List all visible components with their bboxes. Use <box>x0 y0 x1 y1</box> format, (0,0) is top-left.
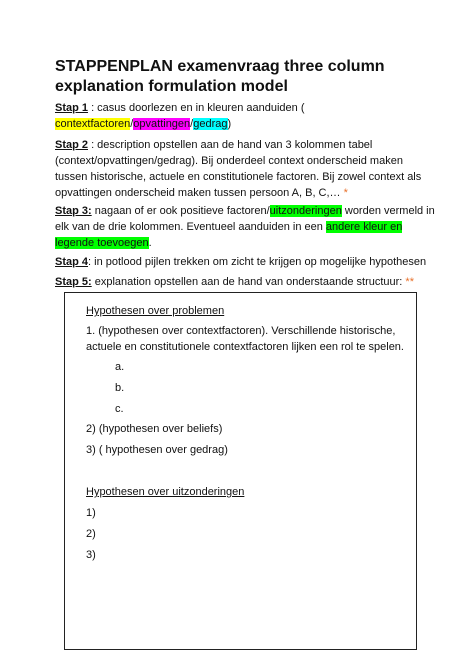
star-marker: * <box>343 187 348 199</box>
sub-item-a: a. <box>115 361 125 373</box>
step-5-text: explanation opstellen aan de hand van onderstaande structuur: <box>91 276 406 288</box>
hypothesis-gedrag: 3) ( hypothesen over gedrag) <box>86 444 228 456</box>
highlight-uitzonderingen: uitzonderingen <box>269 205 342 217</box>
step-1 <box>55 100 435 132</box>
heading-uitzonderingen: Hypothesen over uitzonderingen <box>86 486 245 498</box>
step-2 <box>55 137 435 201</box>
document-title: STAPPENPLAN examenvraag three column explanation formulation model <box>55 58 385 95</box>
exception-3: 3) <box>86 549 96 561</box>
highlight-contextfactoren: contextfactoren <box>55 118 131 130</box>
star-marker: ** <box>405 276 414 288</box>
exception-2: 2) <box>86 528 96 540</box>
step-4-label: Stap 4 <box>55 256 89 268</box>
highlight-gedrag: gedrag <box>193 118 228 130</box>
hypothesis-context: 1. (hypothesen over contextfactoren). Verschillende historische, actuele en constitutionele contextfactoren lijken een rol te spelen. <box>86 325 404 353</box>
step-1-close: ) <box>227 118 232 130</box>
step-1-text: : casus doorlezen en in kleuren aanduiden ( <box>88 102 305 114</box>
step-3-end: . <box>148 237 152 249</box>
step-4 <box>55 254 435 270</box>
step-3-text-mid: worden vermeld in elk van de drie kolommen. Eventueel aanduiden in een <box>55 205 435 233</box>
step-1-label: Stap 1 <box>55 102 89 114</box>
structure-box <box>64 292 417 650</box>
step-3-text: nagaan of er ook positieve factoren/ <box>91 205 270 217</box>
sub-item-c: c. <box>115 403 124 415</box>
exception-1: 1) <box>86 507 96 519</box>
highlight-legende: andere kleur en legende toevoegen <box>55 221 403 249</box>
separator: / <box>190 118 194 130</box>
sub-item-b: b. <box>115 382 125 394</box>
separator: / <box>130 118 134 130</box>
heading-problemen: Hypothesen over problemen <box>86 305 225 317</box>
step-5-label: Stap 5: <box>55 276 92 288</box>
highlight-opvattingen: opvattingen <box>133 118 191 130</box>
step-2-label: Stap 2 <box>55 139 89 151</box>
step-4-text: : in potlood pijlen trekken om zicht te krijgen op mogelijke hypothesen <box>88 256 427 268</box>
hypothesis-beliefs: 2) (hypothesen over beliefs) <box>86 423 223 435</box>
step-3-label: Stap 3: <box>55 205 92 217</box>
step-2-text: : description opstellen aan de hand van 3 kolommen tabel (context/opvattingen/gedrag). Bij onderdeel context onderscheid maken tussen historische, actuele en constitutionele factoren. Bij zowel context als opvattingen onderscheid maken tussen persoon A, B, C,… <box>55 139 422 199</box>
step-3 <box>55 203 435 251</box>
step-5 <box>55 274 435 290</box>
